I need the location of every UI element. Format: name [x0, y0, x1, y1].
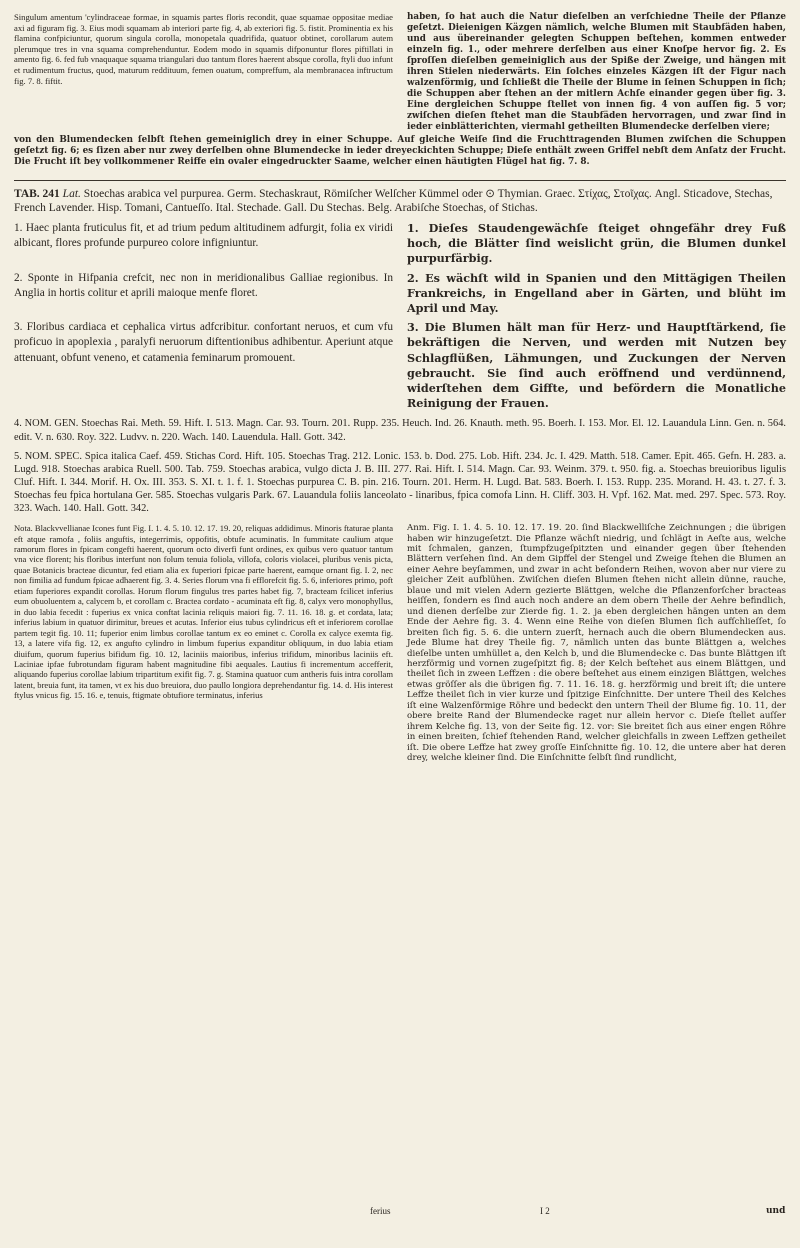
description-item-2 — [14, 271, 786, 317]
item-1-german: 1. Dieſes Staudengewächſe ſteiget ohngefähr drey Fuß hoch, die Blätter ſind weislicht grün, die Blumen dunkel purpurfärbig. — [407, 221, 786, 266]
top-german-fullwidth: von den Blumendecken ſelbſt ſtehen gemeiniglich drey in einer Schuppe. Auf gleiche Weiſe ſind die Fruchttragenden Blumen zwiſchen die Schuppen geſetzt fig. 6; es ſizen aber nur zwey derſelben ohne Blumendecke in ieder dreyeckichten Schuppe; Dieſe enthält zween Griffel nebſt dem Anſatz der Frucht. Die Frucht iſt bey vollkommener Reiffe ein ovaler eingedruckter Saame, welcher einen häutigten Flügel hat fig. 7. 8. — [14, 135, 786, 167]
description-item-3 — [14, 320, 786, 411]
item-2-german: 2. Es wächſt wild in Spanien und den Mittägigen Theilen Frankreichs, in Engelland aber in Gärten, und blüht im April und May. — [407, 270, 786, 316]
signature-mark: I 2 — [540, 1206, 550, 1216]
catchword-latin: ferius — [370, 1206, 391, 1216]
tab-lat-label: Lat. — [62, 188, 81, 200]
nomen-specificum: 5. NOM. SPEC. Spica italica Caef. 459. Stichas Cord. Hift. 105. Stoechas Trag. 212. Lonic. 153. b. Dod. 275. Lob. Hift. 234. Jc. I. 429. Matth. 518. Camer. Epit. 465. Gefn. H. 283. a. Lugd. 918. Stoechas arabica Ruell. 500. Tab. 759. Stoechas arabica, vulgo dicta J. B. III. 277. Rai. Hift. I. 514. Magn. Car. 93. Weinm. 379. t. 950. fig. a. Stoechas breuioribus ligulis Cluf. Hift. I. 344. Morif. H. Ox. III. 353. S. XI. t. 1. f. 1. Stoechas purpurea C. B. pin. 216. Tourn. 201. Herm. H. Lugd. Bat. 583. Boerh. I. 153. Rupp. 235. Morand. H. 43. t. 27. f. 3. Stoechas feu fpica hortulana Ger. 585. Stoechas vulgaris Park. 67. Lauandula foliis lanceolato - linaribus, fpica comofa Linn. H. Cliff. 303. H. Vpf. 162. Mat. med. 297. Spec. 573. Roy. 323. Wach. 140. Hall. Gott. 342. — [14, 450, 786, 514]
top-section — [14, 12, 786, 133]
item-3-latin: 3. Floribus cardiaca et cephalica virtus adfcribitur. confortant neruos, et cum vfu proficuo in apoplexia , paralyfi neruorum diftentionibus adhibentur. Aperiunt atque attenuant, obfunt veneno, et catamenia feminarum promouent. — [14, 321, 393, 364]
description-item-1 — [14, 221, 786, 267]
item-3-german: 3. Die Blumen hält man für Herz- und Hauptſtärkend, ſie bekräftigen die Nerven, und werden mit Nutzen bey Schlagflüßen, Lähmungen, und Zuckungen der Nerven gebraucht. Sie ſind auch eröffnend und verdünnend, widerſtehen dem Giffte, und befördern die Monatliche Reinigung der Frauen. — [407, 320, 786, 411]
description-section — [14, 221, 786, 411]
top-latin-column: Singulum amentum 'cylindraceae formae, in squamis partes floris recondit, quae squamae oppositae mediae axi ad figuram fig. 3. Eius modi squamam ab interiori parte fig. 4, ab exteriori fig. 5. fistit. Prominentia ex his flamina confpiciuntur, quorum singula corolla, monopetala quadrifida, quatuor obtinet, corollarum autem plerumque tres in vna squama comprehenduntur. Eodem modo in squamis difponuntur flores piftillati in amento fig. 6. fed fub vnaquaque squama triangulari duo tantum flores haerent absque corolla, ftyli duo infunt et rudimentum fructus, quod, maturum reddituum, femen ouatum, compreffum, ala membranacea inftructum fig. 7. 8. fiftit. — [14, 12, 393, 86]
notes-german: Anm. Fig. I. 1. 4. 5. 10. 12. 17. 19. 20. ſind Blackwelliſche Zeichnungen ; die übrigen haben wir hinzugeſetzt. Die Pflanze wächſt niedrig, und ſchlägt in Aeſte aus, welche mit ſchmalen, ganzen, ſtumpfzugeſpitzten und einander gegen über ſtehenden Blättern verſehen ſind. An dem Gipffel der Stengel und Zweige ſtehen die Blumen an einer Aehre beyſammen, und zwar in acht beſondern Reihen, wovon aber nur viere zu gleicher Zeit aufblühen. Zwiſchen dieſen Blumen ſtehen nicht allein dünne, rauche, blaue und mit vielen Adern gezierte Blättgen, welche die Pflanzenforſcher bracteas heiſſen, ſondern es ſind auch noch andere an dem obern Theile der Aehre befindlich, und dienen derſelbe zur Zierde fig. 1. 2. ja eben dergleichen hängen unten an dem Ende der Aehre fig. 3. 4. Wenn eine Reihe von dieſen Blumen ſich aufſchlieſſet, ſo breiten ſich fig. 5. 6. die untern zuerſt, hernach auch die obern Blumendecken aus. Jede Blume hat drey Theile fig. 7, nämlich unten das bunte Blättgen a, welches dieſelbe unten umhüllet a, den Kelch b, und die Blumendecke c. Das bunte Blättgen iſt herzförmig und vornen zugeſpitzt fig. 8; der Kelch beſtehet aus einem Blättgen, und theilet ſich in zween Leffzen : die obere beſtehet aus einem einzigen Blättgen, welches etwas gröſſer als die übrigen fig. 7. 11. 16. 18. g. herzförmig und breit iſt; die untere Leffze theilet ſich in vier kurze und ſpitzige Einſchnitte. Der untere Theil des Kelches iſt eine Walzenförmige Röhre und bedeckt den untern Theil der Blume fig. 10. 11, der obere breite Rand der Blumendecke raget nur allein hervor c. Dieſe ſtellet auſſer ihrem Kelche fig. 13, von der Seite fig. 12. vor: Sie breitet ſich aus einer engen Röhre in einen breiten, ſchief ſtehenden Rand, welcher gleichfalls in zween Leffzen getheilet iſt. Die obere Leffze hat zwey groſſe Einſchnitte fig. 10. 12, die untere aber hat deren drey, welche kleiner ſind. Die Einſchnitte ſelbſt ſind rundlicht, — [407, 523, 786, 764]
tab-heading — [14, 187, 786, 215]
item-2-latin: 2. Sponte in Hifpania crefcit, nec non in meridionalibus Galliae regionibus. In Anglia in hortis colitur et aprili maioque menfe floret. — [14, 271, 393, 299]
notes-latin: Nota. Blackvvellianae Icones funt Fig. I. 1. 4. 5. 10. 12. 17. 19. 20, reliquas addidimus. Minoris ftaturae planta eft atque ramofa , foliis anguftis, integerrimis, oppofitis, obtufe acuminatis. In fummitate caulium atque ramorum flores in fpicam congefti haerent, quorum octo diverfi funt ordines, ex quibus vero quatuor tantum vna vice florent; his floribus interfunt non folum tenuia foliola, villofa, coloris violacei, pluribus venis picta, quae Botanicis bracteae dicuntur, fed etiam alia ex fuperiori fpicae parte haerent, eamque ornant fig. I. 2, nec non fimilia ad fundum fpicae adhaerent fig. 3. 4. Series florum vna fi efflorefcit fig. 5. 6, inferiores primo, poft etiam fuperiores expandit corollas. Horum florum fingulus tres partes habet fig. 7, bracteam fcilicet inferius eum obuoluentem a, calycem b, et corollam c. Bractea cordato - acuminata eft fig. 8, calyx vero monophyllus, in duo labia fecedit : fuperius ex vnica conftat lacinia reliquis maiori fig. 7. 11. 16. 18. g. et cordata, lata; inferius labium in quatuor dirimitur, breues et acutas. Inferior eius tubus cylindricus eft et inferiorem corollae partem tegit fig. 10. 11; fuperior enim limbus corollae tantum ex eo eminet c. Corolla ex calyce exemta fig. 13, a latere vifa fig. 12, ex angufto cylindro in limbum fuperius expanditur obliquum, in duo labia etiam diuifum, quorum fuperius bifidum fig. 10. 12, laciniis maioribus, inferius trifidum, minoribus laciniis eft. Laciniae ipfae fubrotundam figuram habent magnitudine fibi aequales. Lautius fi incrementum accefferit, aliquando fuperius corollae labium tripartitum exifit fig. 7. g. Stamina quatuor cum antheris fuis intra corollam latent, breuia funt, ita tamen, vt ex his duo breuiora, duo paullo longiora deprehendantur fig. 14. d. His interest ftylus vnicus fig. 15. 16. e, tenuis, ftigmate obtufiore terminatus, inferius — [14, 523, 393, 701]
notes-section — [14, 523, 786, 763]
nomen-genericum: 4. NOM. GEN. Stoechas Rai. Meth. 59. Hift. I. 513. Magn. Car. 93. Tourn. 201. Rupp. 235. Heuch. Ind. 26. Knauth. meth. 95. Boerh. I. 153. Mor. El. 12. Lauandula Linn. Gen. n. 564. edit. V. n. 630. Roy. 322. Ludvv. n. 220. Wach. 140. Lauendula. Hall. Gott. 342. — [14, 418, 786, 443]
item-1-latin: 1. Haec planta fruticulus fit, et ad trium pedum altitudinem adfurgit, folia ex viridi albicant, flores profunde purpureo colore infigniuntur. — [14, 222, 393, 250]
catchword-german: und — [766, 1206, 786, 1216]
section-divider — [14, 180, 786, 181]
tab-title: Stoechas arabica vel purpurea. — [83, 188, 225, 200]
tab-label: TAB. 241 — [14, 188, 60, 200]
top-german-column: haben, ſo hat auch die Natur dieſelben an verſchiedne Theile der Pflanze geſetzt. Dieienigen Käzgen nämlich, welche Blumen mit Staubfäden haben, und aus übereinander gelegten Schuppen beſtehen, kommen entweder einzeln fig. 1., oder mehrere derſelben aus einer Knoſpe hervor fig. 2. Es ſproſſen dieſelben gemeiniglich aus der Spiße der Zweige, und hängen mit ihren Stielen niederwärts. Ein ſolches einzeles Käzgen iſt der Figur nach walzenförmig, und ſchließt die Theile der Blume in ſeinen Schuppen in ſich; die Schuppen aber ſtehen an der mitlern Achſe einander gegen über fig. 3. Eine dergleichen Schuppe ſtellet von innen fig. 4 von auſſen fig. 5 vor; zwiſchen dieſen ſtehet man die Staubfäden hervorragen, und zwar ſind in ieder einblätterichten, viermahl getheilten Blumendecke derſelben viere; — [407, 12, 786, 132]
tab-synonyms: Germ. Stechaskraut, Römiſcher Welſcher Kümmel oder ⊙ Thymian. Graec. Στίχας, Στοῖχας. Angl. Sticadove, Stechas, French Lavender. Hisp. Tomani, Cantueſſo. Ital. Stechade. Gall. Du Stechas. Belg. Arabiſche Stoechas, of Stichas. — [14, 188, 773, 214]
